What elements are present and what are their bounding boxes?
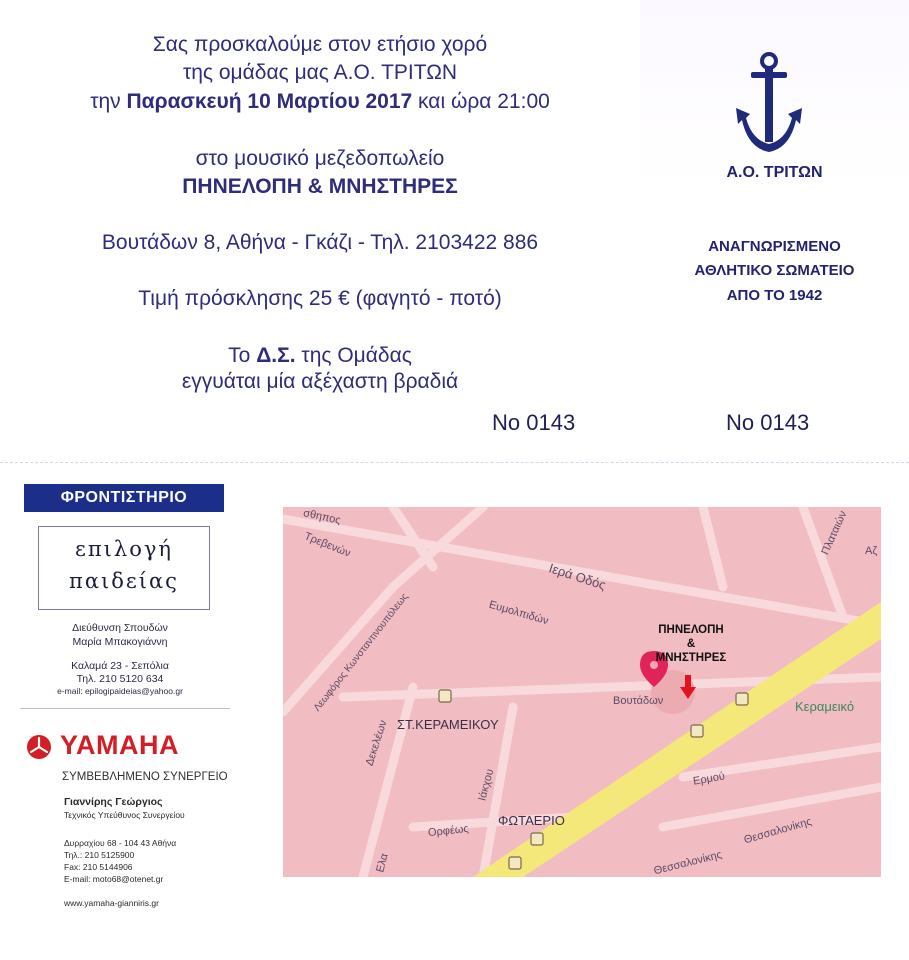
ticket-price: Τιμή πρόσκλησης 25 € (φαγητό - ποτό) — [138, 287, 502, 310]
anchor-icon — [732, 52, 806, 160]
frontistirio-phone: Τηλ. 210 5120 634 — [76, 673, 164, 685]
yamaha-email: E-mail: moto68@otenet.gr — [64, 874, 164, 884]
station-label: ΣΤ.ΚΕΡΑΜΕΙΚΟΥ — [397, 717, 499, 732]
yamaha-subtitle: ΣΥΜΒΕΒΛΗΜΕΝΟ ΣΥΝΕΡΓΕΙΟ — [62, 771, 228, 783]
perforation-horizontal — [0, 462, 909, 463]
invitation-date-line — [0, 90, 640, 114]
board-abbrev: Δ.Σ. — [256, 344, 296, 367]
recognized-line-1: ΑΝΑΓΝΩΡΙΣΜΕΝΟ — [708, 238, 841, 255]
venue-name: ΠΗΝΕΛΟΠΗ & ΜΝΗΣΤΗΡΕΣ — [182, 175, 458, 198]
venue-map-label-3: ΜΝΗΣΤΗΡΕΣ — [655, 652, 727, 664]
yamaha-phone: Τηλ.: 210 5125900 — [64, 850, 135, 860]
yamaha-web: www.yamaha-gianniris.gr — [64, 898, 159, 908]
venue-map-label-1: ΠΗΝΕΛΟΠΗ — [658, 624, 724, 636]
invitation-line-2: της ομάδας μας Α.Ο. ΤΡΙΤΩΝ — [182, 61, 458, 84]
frontistirio-email: e-mail: epilogipaideias@yahoo.gr — [57, 686, 183, 696]
street-label: σθηπος — [302, 507, 342, 527]
street-label: Ερμού — [692, 770, 726, 788]
event-date: Παρασκευή 10 Μαρτίου 2017 — [126, 90, 413, 113]
yamaha-fax: Fax: 210 5144906 — [64, 862, 133, 872]
promise-suffix: της Ομάδας — [295, 344, 412, 367]
venue-intro: στο μουσικό μεζεδοπωλείο — [195, 147, 445, 170]
street-label: Βουτάδων — [613, 695, 664, 707]
director-name: Μαρία Μπακογιάννη — [72, 636, 168, 648]
street-label: Ιερά Οδός — [547, 560, 608, 593]
street-label: Λεωφόρος Κωνσταντινουπόλεως — [311, 591, 411, 714]
yamaha-owner-role: Τεχνικός Υπεύθυνος Συνεργείου — [64, 810, 185, 820]
promise-line-1 — [0, 344, 640, 368]
venue-map-label-2: & — [686, 638, 696, 650]
metro-station-icon — [509, 857, 521, 869]
yamaha-logo-icon — [22, 734, 56, 760]
street-label: Ευμολπιδών — [487, 598, 550, 628]
promise-prefix: Το — [228, 344, 257, 367]
yamaha-brand: YAMAHA — [60, 730, 180, 760]
invitation-ticket — [0, 0, 640, 460]
yamaha-owner: Γιαννίρης Γεώργιος — [64, 796, 163, 808]
event-time: και ώρα 21:00 — [412, 90, 550, 113]
club-name: Α.Ο. ΤΡΙΤΩΝ — [726, 164, 823, 181]
street-label: Ελα — [374, 852, 391, 874]
street-label: Ορφέως — [427, 822, 470, 840]
recognized-line-3: ΑΠΟ ΤΟ 1942 — [726, 287, 823, 304]
street-dekeleon — [363, 687, 413, 877]
yamaha-address: Δυρραχίου 68 - 104 43 Αθήνα — [64, 838, 177, 848]
street-label: Δεκελέων — [363, 718, 390, 768]
street-label: Ιάκχου — [476, 767, 497, 803]
street-label: Θεσσαλονίκης — [742, 815, 814, 847]
street-label: Αζ — [865, 545, 878, 557]
logo-line-1: επιλογή — [75, 537, 173, 561]
ads-divider — [20, 708, 230, 709]
frontistirio-banner: ΦΡΟΝΤΙΣΤΗΡΙΟ — [24, 484, 224, 512]
frontistirio-address: Καλαμά 23 - Σεπόλια — [71, 660, 169, 672]
logo-line-2: παιδείας — [69, 569, 179, 593]
epilogi-paideias-logo — [38, 526, 210, 610]
recognized-line-2: ΑΘΛΗΤΙΚΟ ΣΩΜΑΤΕΙΟ — [694, 262, 855, 279]
street-thessalonikis — [663, 787, 881, 827]
street-konstantinoupoleos-2 — [393, 507, 483, 587]
venue-map-label — [641, 623, 741, 665]
ticket-number: No 0143 — [492, 410, 576, 435]
area-label: Κεραμεικό — [795, 699, 855, 714]
promise-line-2: εγγυάται μία αξέχαστη βραδιά — [181, 370, 459, 393]
venue-address: Βουτάδων 8, Αθήνα - Γκάζι - Τηλ. 2103422 886 — [101, 231, 539, 254]
metro-station-icon — [736, 693, 748, 705]
street-label: Τρεβενών — [302, 530, 353, 560]
date-prefix: την — [90, 90, 127, 113]
street-label: Πλαταιών — [819, 509, 850, 557]
metro-station-icon — [439, 690, 451, 702]
location-map — [283, 507, 881, 877]
stub-number: No 0143 — [726, 410, 810, 435]
metro-station-icon — [691, 725, 703, 737]
station-label: ΦΩΤΑΕΡΙΟ — [498, 813, 565, 828]
street-minor-1 — [703, 507, 723, 587]
invitation-line-1: Σας προσκαλούμε στον ετήσιο χορό — [152, 33, 488, 56]
metro-station-icon — [531, 833, 543, 845]
street-label: Θεσσαλονίκης — [652, 848, 724, 877]
director-title: Διεύθυνση Σπουδών — [72, 622, 168, 634]
